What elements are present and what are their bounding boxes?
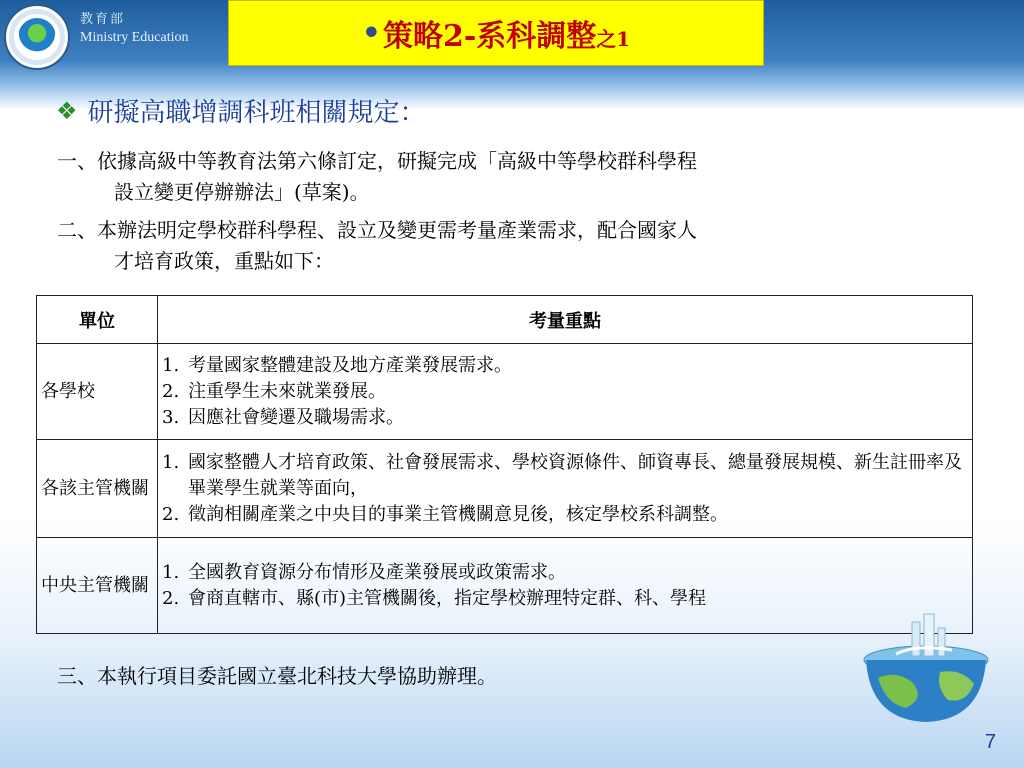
item-text: 會商直轄市、縣(市)主管機關後，指定學校辦理特定群、科、學程 xyxy=(188,587,707,609)
slide-title-box xyxy=(228,0,764,66)
globe-icon xyxy=(856,608,996,728)
paragraph-2 xyxy=(57,215,972,277)
criteria-table xyxy=(36,295,973,634)
points-cell xyxy=(158,440,973,538)
slide-title: 策略2-系科調整 xyxy=(382,19,597,54)
table-row xyxy=(37,344,973,440)
column-header-points: 考量重點 xyxy=(158,296,973,344)
item-text: 國家整體人才培育政策、社會發展需求、學校資源條件、師資專長、總量發展規模、新生註冊率及畢業學生就業等面向， xyxy=(188,451,962,499)
table-row xyxy=(37,440,973,538)
paragraph-2-line1: 二、本辦法明定學校群科學程、設立及變更需考量產業需求，配合國家人 xyxy=(57,218,697,242)
list-item xyxy=(162,560,968,586)
diamond-flower-icon: ❖ xyxy=(56,96,78,125)
unit-cell: 中央主管機關 xyxy=(37,538,158,634)
logo-emblem-icon xyxy=(18,18,56,56)
ministry-name-en: Ministry Education xyxy=(80,30,189,45)
title-bullet: • xyxy=(361,15,381,51)
ministry-name-zh: 教育部 xyxy=(80,12,126,27)
list-item xyxy=(162,502,968,528)
item-number: 2. xyxy=(162,587,180,609)
section-heading-text: 研擬高職增調科班相關規定： xyxy=(87,98,426,128)
item-text: 注重學生未來就業發展。 xyxy=(188,380,386,402)
list-item xyxy=(162,586,968,612)
item-text: 徵詢相關產業之中央目的事業主管機關意見後，核定學校系科調整。 xyxy=(188,503,728,525)
paragraph-1-line1: 一、依據高級中等教育法第六條訂定，研擬完成「高級中等學校群科學程 xyxy=(57,149,697,173)
points-cell xyxy=(158,538,973,634)
footer-paragraph: 三、本執行項目委託國立臺北科技大學協助辦理。 xyxy=(57,664,497,688)
list-item xyxy=(162,450,968,502)
list-item xyxy=(162,353,968,379)
item-number: 3. xyxy=(162,406,180,428)
table-header-row xyxy=(37,296,973,344)
item-number: 2. xyxy=(162,503,180,525)
item-text: 因應社會變遷及職場需求。 xyxy=(188,406,404,428)
column-header-unit: 單位 xyxy=(37,296,158,344)
list-item xyxy=(162,379,968,405)
item-number: 1. xyxy=(162,354,180,376)
paragraph-1-line2: 設立變更停辦辦法」(草案)。 xyxy=(114,180,370,204)
item-number: 1. xyxy=(162,451,180,473)
list-item xyxy=(162,405,968,431)
section-heading xyxy=(56,92,426,129)
page-number: 7 xyxy=(984,731,996,753)
points-cell xyxy=(158,344,973,440)
paragraph-1 xyxy=(57,146,972,208)
unit-cell: 各學校 xyxy=(37,344,158,440)
item-number: 2. xyxy=(162,380,180,402)
unit-cell: 各該主管機關 xyxy=(37,440,158,538)
slide-title-suffix: 之1 xyxy=(596,26,631,51)
table-row xyxy=(37,538,973,634)
paragraph-2-line2: 才培育政策，重點如下： xyxy=(114,249,334,273)
item-text: 全國教育資源分布情形及產業發展或政策需求。 xyxy=(188,561,566,583)
item-number: 1. xyxy=(162,561,180,583)
ministry-logo xyxy=(4,4,70,70)
item-text: 考量國家整體建設及地方產業發展需求。 xyxy=(188,354,512,376)
